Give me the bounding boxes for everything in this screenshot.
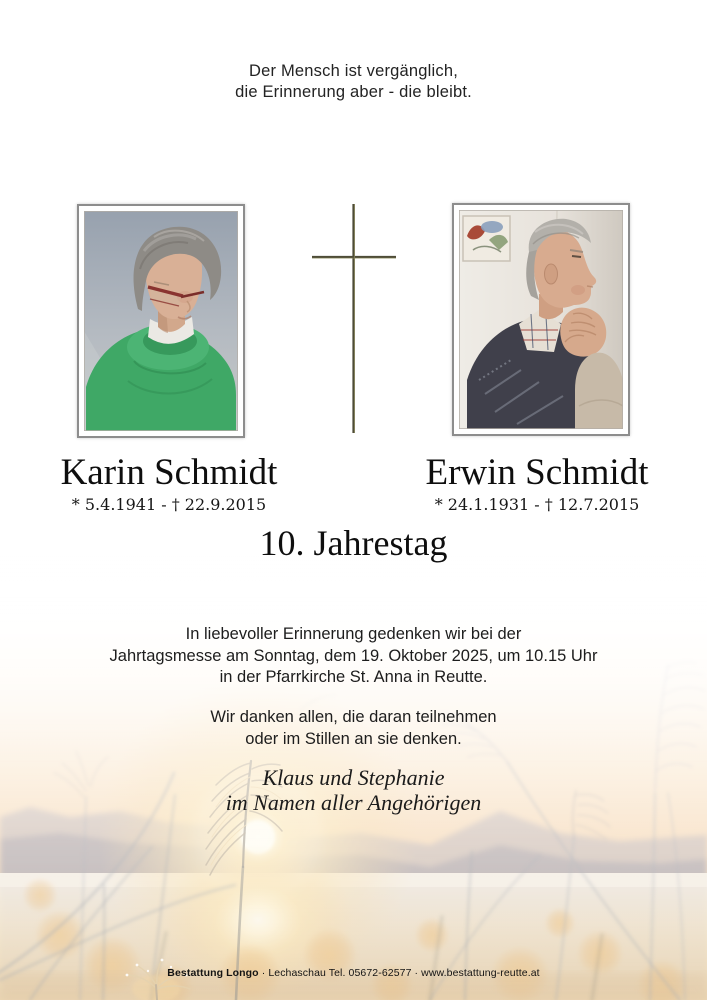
portrait-photo-erwin [452, 203, 630, 436]
funeral-home-contact: · Lechaschau Tel. 05672-62577 · www.bestattung-reutte.at [261, 967, 540, 979]
funeral-home-name: Bestattung Longo [167, 967, 259, 979]
anniversary-title: 10. Jahrestag [259, 523, 448, 563]
person-block-erwin [387, 453, 687, 515]
epigraph-line: Der Mensch ist vergänglich, [249, 62, 458, 80]
signature-line: Klaus und Stephanie [262, 765, 445, 790]
funeral-home-footer [0, 967, 707, 980]
person-name: Karin Schmidt [60, 452, 278, 493]
signature-line: im Namen aller Angehörigen [225, 790, 482, 815]
thanks-line: oder im Stillen an sie denken. [245, 729, 462, 748]
epigraph-line: die Erinnerung aber - die bleibt. [235, 83, 472, 101]
portrait-photo-karin [77, 204, 245, 438]
person-name: Erwin Schmidt [425, 452, 649, 493]
epigraph [0, 61, 707, 103]
karin-photo-illustration [84, 211, 238, 431]
erwin-photo-illustration [459, 210, 623, 429]
latin-cross-icon [309, 202, 399, 435]
announcement-line: In liebevoller Erinnerung gedenken wir bei der [185, 625, 522, 643]
memorial-announcement [0, 624, 707, 689]
signature-text [0, 765, 707, 815]
person-dates: * 5.4.1941 - † 22.9.2015 [71, 495, 267, 514]
person-block-karin [19, 453, 319, 515]
thanks-line: Wir danken allen, die daran teilnehmen [210, 708, 497, 726]
announcement-line: Jahrtagsmesse am Sonntag, dem 19. Oktober 2025, um 10.15 Uhr [109, 646, 598, 665]
announcement-line: in der Pfarrkirche St. Anna in Reutte. [219, 668, 488, 686]
thanks-text [0, 707, 707, 750]
person-dates: * 24.1.1931 - † 12.7.2015 [434, 495, 640, 514]
